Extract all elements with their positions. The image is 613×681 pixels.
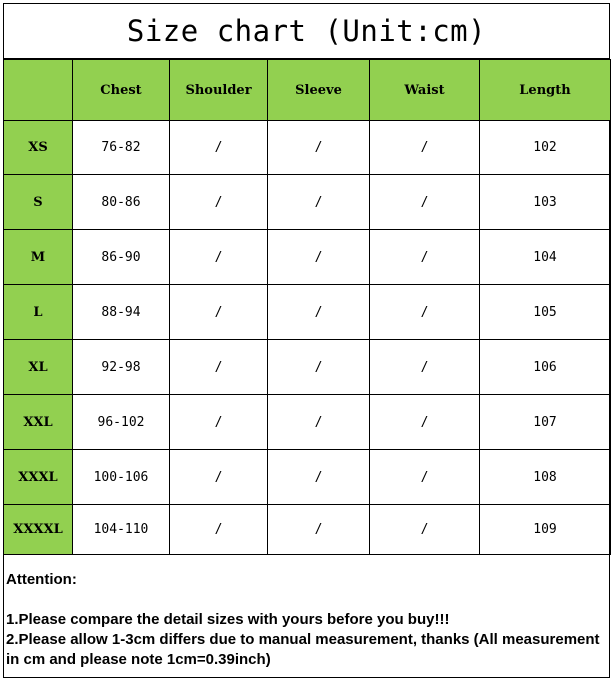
- shoulder-cell: /: [170, 175, 268, 230]
- table-row: [4, 121, 611, 175]
- chest-cell: 96-102: [73, 395, 170, 450]
- header-cell-waist: Waist: [370, 60, 480, 121]
- table-header-row: [4, 60, 611, 121]
- sleeve-cell: /: [268, 230, 370, 285]
- header-cell-chest: Chest: [73, 60, 170, 121]
- waist-cell: /: [370, 121, 480, 175]
- header-cell-shoulder: Shoulder: [170, 60, 268, 121]
- shoulder-cell: /: [170, 450, 268, 505]
- attention-notes: [6, 570, 606, 670]
- note-line-2: 2.Please allow 1-3cm differs due to manual measurement, thanks (All measurement in cm and please note 1cm=0.39inch): [6, 631, 600, 668]
- size-cell: XXXL: [4, 450, 73, 505]
- sleeve-cell: /: [268, 121, 370, 175]
- waist-cell: /: [370, 230, 480, 285]
- size-table: [3, 59, 611, 555]
- shoulder-cell: /: [170, 230, 268, 285]
- waist-cell: /: [370, 340, 480, 395]
- waist-cell: /: [370, 285, 480, 340]
- size-cell: XS: [4, 121, 73, 175]
- chest-cell: 104-110: [73, 505, 170, 555]
- table-row: [4, 175, 611, 230]
- header-cell-length: Length: [480, 60, 611, 121]
- length-cell: 104: [480, 230, 611, 285]
- sleeve-cell: /: [268, 505, 370, 555]
- size-cell: S: [4, 175, 73, 230]
- length-cell: 103: [480, 175, 611, 230]
- waist-cell: /: [370, 395, 480, 450]
- chest-cell: 80-86: [73, 175, 170, 230]
- table-row: [4, 505, 611, 555]
- shoulder-cell: /: [170, 505, 268, 555]
- size-cell: L: [4, 285, 73, 340]
- length-cell: 102: [480, 121, 611, 175]
- waist-cell: /: [370, 175, 480, 230]
- shoulder-cell: /: [170, 340, 268, 395]
- table-row: [4, 340, 611, 395]
- chest-cell: 76-82: [73, 121, 170, 175]
- shoulder-cell: /: [170, 285, 268, 340]
- length-cell: 108: [480, 450, 611, 505]
- size-cell: XXXXL: [4, 505, 73, 555]
- table-row: [4, 450, 611, 505]
- table-row: [4, 285, 611, 340]
- length-cell: 109: [480, 505, 611, 555]
- size-cell: XL: [4, 340, 73, 395]
- header-cell-sleeve: Sleeve: [268, 60, 370, 121]
- sleeve-cell: /: [268, 285, 370, 340]
- chest-cell: 86-90: [73, 230, 170, 285]
- sleeve-cell: /: [268, 395, 370, 450]
- chart-title: Size chart (Unit:cm): [3, 3, 610, 59]
- size-cell: M: [4, 230, 73, 285]
- sleeve-cell: /: [268, 450, 370, 505]
- chest-cell: 100-106: [73, 450, 170, 505]
- length-cell: 106: [480, 340, 611, 395]
- shoulder-cell: /: [170, 395, 268, 450]
- chest-cell: 88-94: [73, 285, 170, 340]
- waist-cell: /: [370, 505, 480, 555]
- size-cell: XXL: [4, 395, 73, 450]
- chest-cell: 92-98: [73, 340, 170, 395]
- length-cell: 105: [480, 285, 611, 340]
- attention-heading: Attention:: [6, 571, 77, 588]
- shoulder-cell: /: [170, 121, 268, 175]
- sleeve-cell: /: [268, 340, 370, 395]
- sleeve-cell: /: [268, 175, 370, 230]
- waist-cell: /: [370, 450, 480, 505]
- table-row: [4, 395, 611, 450]
- header-cell-size: [4, 60, 73, 121]
- note-line-1: 1.Please compare the detail sizes with yours before you buy!!!: [6, 611, 450, 628]
- table-row: [4, 230, 611, 285]
- length-cell: 107: [480, 395, 611, 450]
